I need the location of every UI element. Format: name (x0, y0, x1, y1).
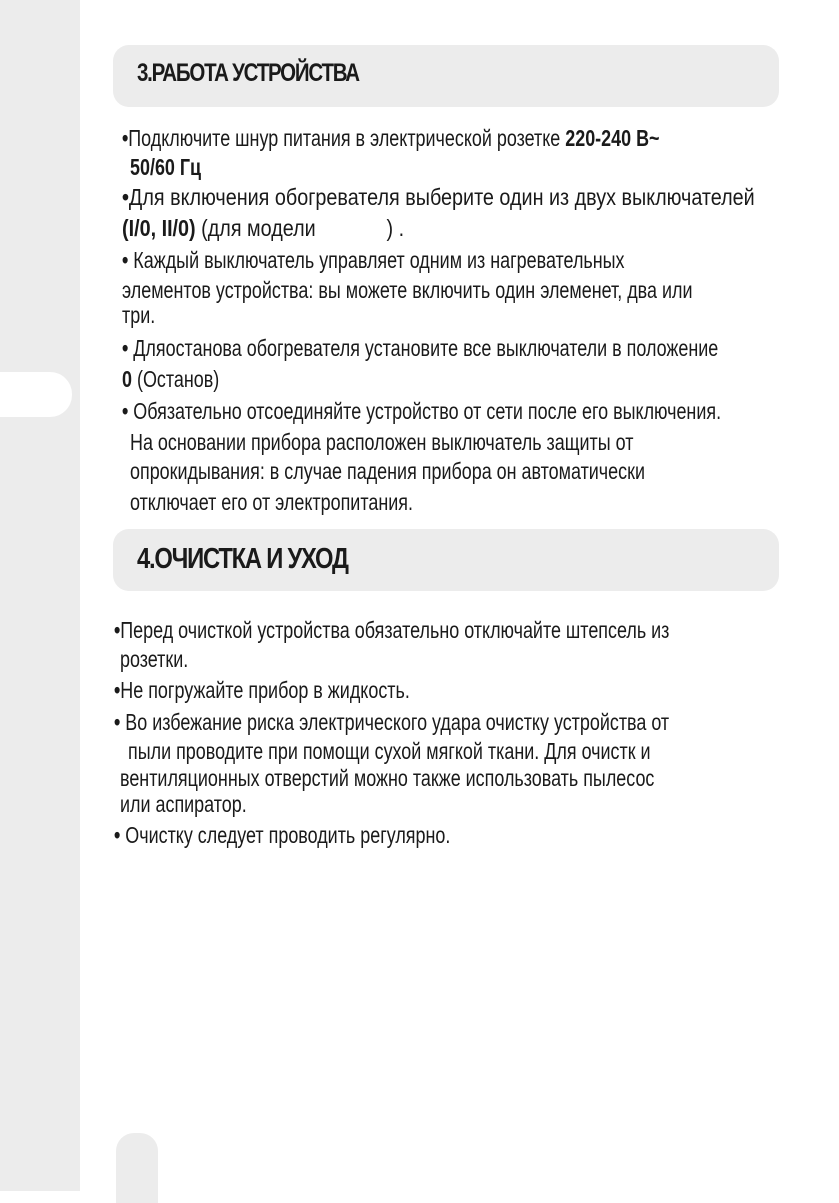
s3-bullet1-line2: 50/60 Гц (130, 154, 202, 180)
s3-bullet5-line1: • Обязательно отсоединяйте устройство от сети после его выключения. (122, 398, 722, 424)
s4-bullet3-line4: или аспиратор. (120, 791, 247, 817)
s4-bullet3-line2: пыли проводите при помощи сухой мягкой ткани. Для очистк и (128, 738, 651, 764)
section-4-title: 4.ОЧИСТКА И УХОД (137, 543, 348, 575)
bottom-page-tab (116, 1133, 158, 1203)
s3-bullet2-line1: •Для включения обогревателя выберите один из двух выключателей (122, 184, 755, 210)
section-3-title: 3.РАБОТА УСТРОЙСТВА (137, 59, 359, 87)
s3-bullet5-line4: отключает его от электропитания. (130, 489, 413, 515)
s4-bullet1-line1: •Перед очисткой устройства обязательно отключайте штепсель из (114, 617, 670, 643)
side-strip (0, 0, 80, 1191)
section-4-header (113, 529, 779, 591)
s3-bullet2-line2: (I/0, II/0) (для модели ) . (122, 215, 405, 241)
s4-bullet3-line3: вентиляционных отверстий можно также использовать пылесос (120, 765, 655, 791)
side-tab (0, 372, 72, 417)
s3-bullet5-line2: На основании прибора расположен выключатель защиты от (130, 429, 634, 455)
s3-bullet3-line2: элементов устройства: вы можете включить один элеменет, два или (122, 277, 693, 303)
s3-bullet5-line3: опрокидывания: в случае падения прибора он автоматически (130, 458, 645, 484)
s3-bullet4-line1: • Дляостанова обогревателя установите все выключатели в положение (122, 335, 719, 361)
section-3-header (113, 45, 779, 107)
s4-bullet4-line1: • Очистку следует проводить регулярно. (114, 822, 451, 848)
s4-bullet2-line1: •Не погружайте прибор в жидкость. (114, 677, 410, 703)
s4-bullet3-line1: • Во избежание риска электрического удара очистку устройства от (114, 709, 670, 735)
s3-bullet1-line1: •Подключите шнур питания в электрической розетке 220-240 В~ (122, 125, 660, 151)
s3-bullet3-line1: • Каждый выключатель управляет одним из нагревательных (122, 247, 625, 273)
s4-bullet1-line2: розетки. (120, 646, 189, 672)
s3-bullet4-line2: 0 (Останов) (122, 366, 220, 392)
s3-bullet3-line3: три. (122, 302, 156, 328)
